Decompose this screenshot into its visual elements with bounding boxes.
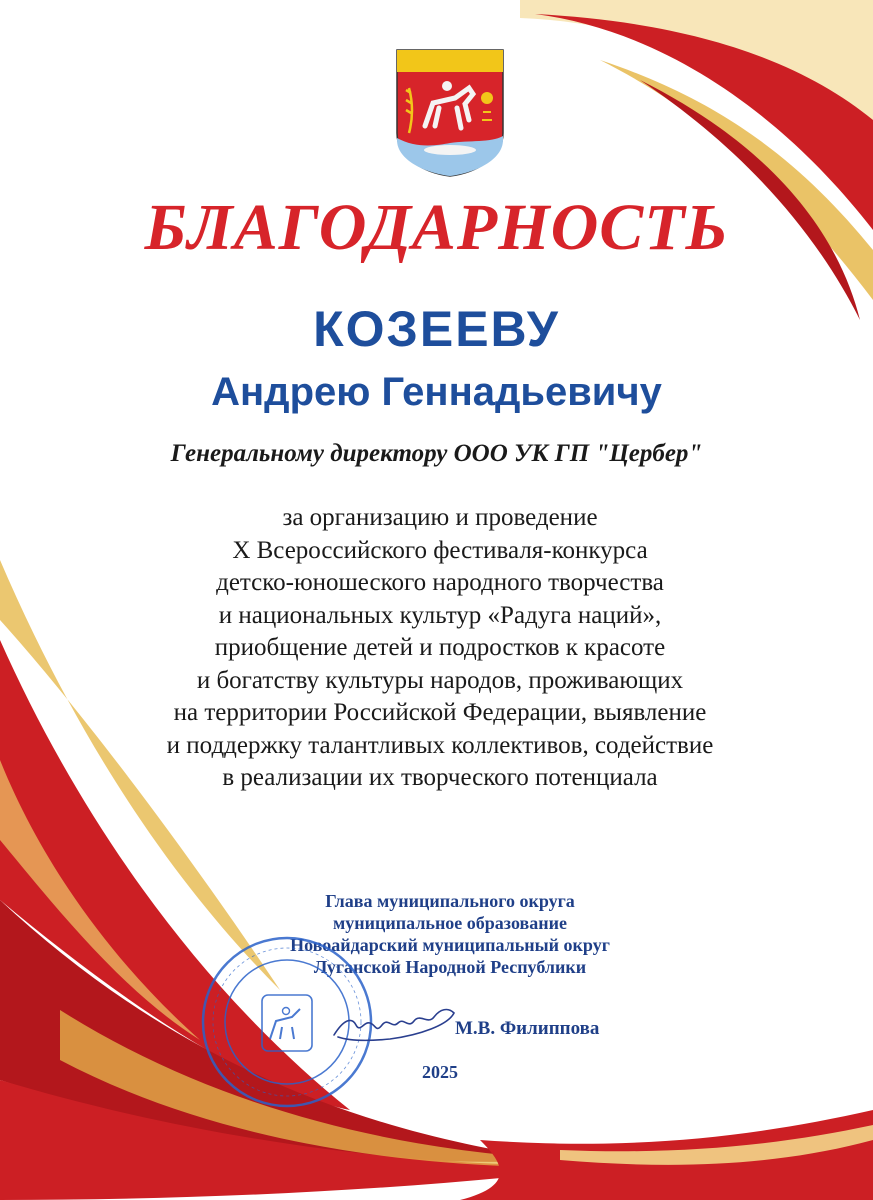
body-line: и богатству культуры народов, проживающих — [196, 666, 684, 694]
issue-year: 2025 — [422, 1062, 458, 1082]
recipient-surname: КОЗЕЕВУ — [313, 301, 560, 357]
body-line: на территории Российской Федерации, выявление — [173, 699, 707, 726]
body-line: за организацию и проведение — [282, 504, 598, 531]
certificate-body — [100, 502, 780, 795]
handwritten-signature — [330, 995, 460, 1055]
body-line: и поддержку талантливых коллективов, содействие — [166, 731, 714, 759]
issuer-line: Глава муниципального округа — [325, 891, 575, 911]
body-line: в реализации их творческого потенциала — [222, 764, 658, 791]
coat-of-arms-emblem — [395, 48, 505, 178]
issuer-line: муниципальное образование — [333, 913, 567, 933]
certificate-title: БЛАГОДАРНОСТЬ — [144, 191, 729, 264]
body-line: и национальных культур «Радуга наций», — [218, 601, 662, 629]
body-line: приобщение детей и подростков к красоте — [214, 634, 666, 661]
signer-name: М.В. Филиппова — [455, 1018, 600, 1039]
issuer-line: Новоайдарский муниципальный округ — [290, 935, 610, 955]
recipient-given-names: Андрею Геннадьевичу — [211, 370, 662, 414]
issuer-line: Луганской Народной Республики — [313, 957, 587, 977]
body-line: детско-юношеского народного творчества — [216, 569, 664, 596]
recipient-position: Генеральному директору ООО УК ГП "Цербер" — [170, 440, 703, 467]
body-line: X Всероссийского фестиваля-конкурса — [232, 536, 648, 564]
